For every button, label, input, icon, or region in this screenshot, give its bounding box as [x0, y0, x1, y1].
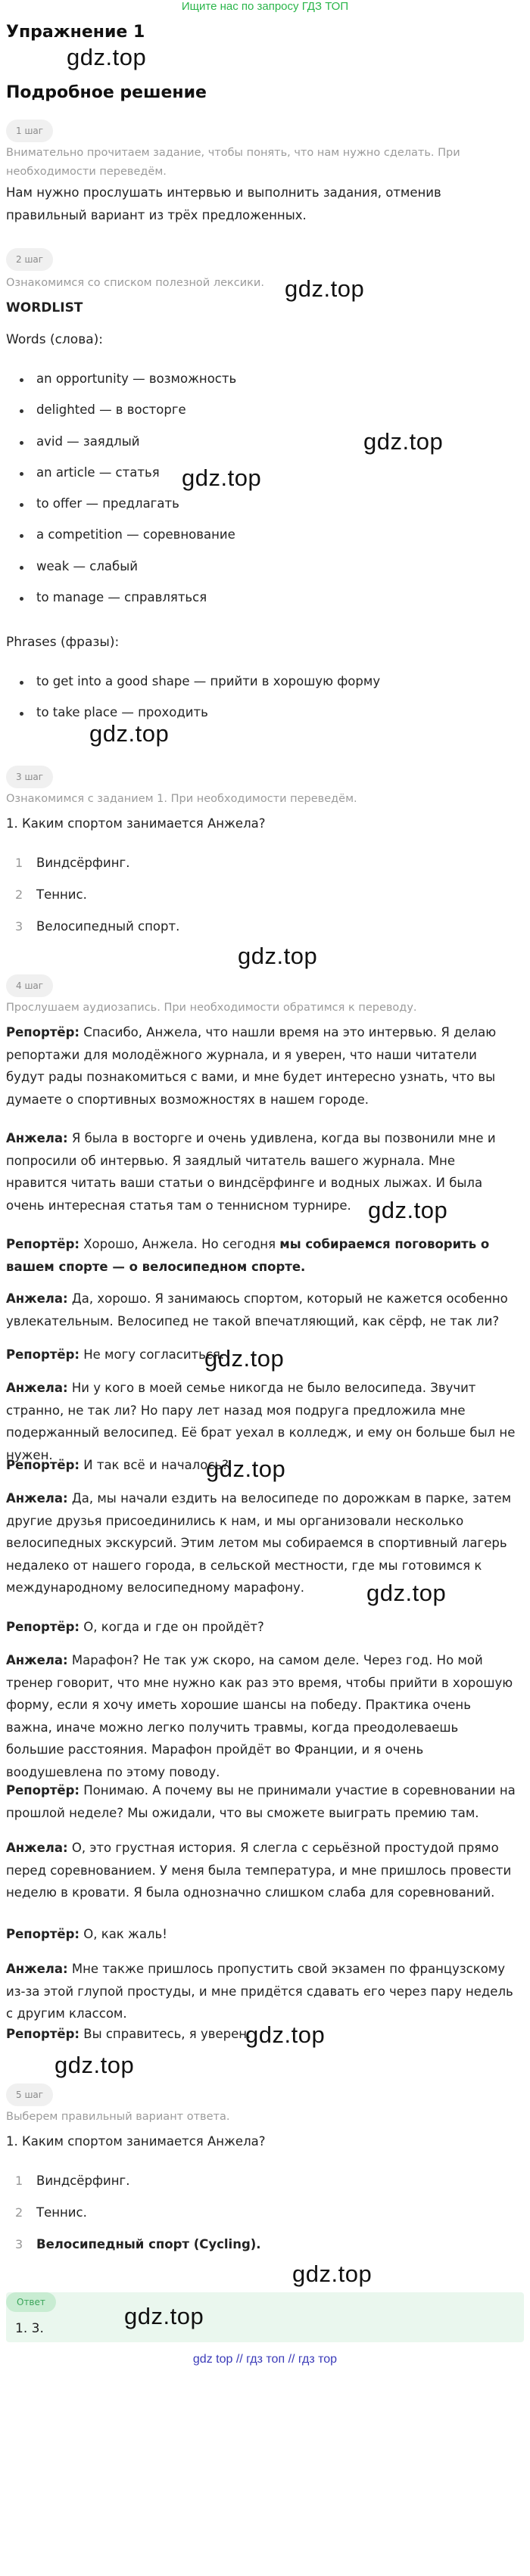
watermark: gdz.top	[206, 1456, 286, 1482]
dialogue-line	[6, 1649, 517, 1783]
watermark: gdz.top	[363, 428, 444, 455]
speech-text: Понимаю. А почему вы не принимали участие в соревновании на прошлой неделе? Мы ожидали, что вы сможете выиграть премию там.	[6, 1783, 516, 1820]
option-number: 1	[15, 2174, 23, 2188]
watermark: gdz.top	[204, 1345, 285, 1372]
speaker-label: Репортёр:	[6, 2027, 80, 2041]
speaker-label: Анжела:	[6, 1653, 68, 1667]
option-item: Теннис.	[36, 887, 87, 902]
watermark: gdz.top	[245, 2021, 326, 2048]
option-item: Теннис.	[36, 2205, 87, 2220]
step-badge-2: 2 шаг	[6, 248, 53, 271]
option-item-correct: Велосипедный спорт (Cycling).	[36, 2237, 261, 2251]
watermark: gdz.top	[368, 1197, 448, 1223]
list-bullet	[20, 597, 23, 601]
speech-text: Вы справитесь, я уверен.	[80, 2027, 251, 2041]
option-number: 3	[15, 919, 23, 934]
speaker-label: Репортёр:	[6, 1783, 80, 1798]
dialogue-line	[6, 1233, 517, 1278]
list-bullet	[20, 681, 23, 685]
list-bullet	[20, 712, 23, 716]
watermark: gdz.top	[55, 2052, 135, 2078]
list-item: to manage — справляться	[36, 590, 207, 604]
watermark: gdz.top	[89, 720, 170, 747]
option-item: Виндсёрфинг.	[36, 2174, 130, 2188]
speech-text: О, когда и где он пройдёт?	[80, 1620, 264, 1634]
list-bullet	[20, 503, 23, 507]
speaker-label: Анжела:	[6, 1291, 68, 1306]
speech-emphasis: мы собираемся поговорить о вашем спорте — о велосипедном спорте.	[6, 1237, 490, 1274]
phrases-title: Phrases (фразы):	[6, 635, 120, 650]
list-bullet	[20, 441, 23, 445]
exercise-title: Упражнение 1	[6, 23, 145, 42]
option-number: 2	[15, 2205, 23, 2220]
list-bullet	[20, 534, 23, 538]
list-item: avid — заядлый	[36, 434, 140, 449]
list-item: weak — слабый	[36, 559, 138, 573]
list-item: an article — статья	[36, 465, 160, 480]
watermark: gdz.top	[182, 465, 262, 491]
search-hint-link[interactable]: Ищите нас по запросу ГДЗ ТОП	[181, 0, 349, 13]
watermark: gdz.top	[366, 1580, 447, 1606]
step-text: Нам нужно прослушать интервью и выполнить задания, отменив правильный вариант из трёх предложенных.	[6, 185, 441, 222]
watermark: gdz.top	[238, 943, 318, 969]
speaker-label: Репортёр:	[6, 1347, 80, 1362]
speech-text: Хорошо, Анжела. Но сегодня	[80, 1237, 280, 1251]
speech-text: Марафон? Не так уж скоро, на самом деле. Через год. Но мой тренер говорит, что мне нужно как раз это время, чтобы прийти в хорошую форму, если я хочу иметь хорошие шансы на победу. Практика очень важна, иначе можно легко получить травмы, когда преодолеваешь большие расстояния. Марафон пройдёт во Франции, и я очень воодушевлена по этому поводу.	[6, 1653, 513, 1779]
speaker-label: Анжела:	[6, 1381, 68, 1395]
answer-text: 1. 3.	[15, 2321, 44, 2336]
dialogue-line	[6, 1377, 517, 1466]
footer-links[interactable]: gdz top // гдз топ // гдз тор	[192, 2353, 338, 2366]
speaker-label: Репортёр:	[6, 1458, 80, 1472]
step-badge-5: 5 шаг	[6, 2083, 53, 2106]
answer-badge: Ответ	[6, 2292, 56, 2312]
speech-text: Да, мы начали ездить на велосипеде по дорожкам в парке, затем другие друзья присоединились к нам, и мы организовали несколько велосипедных экскурсий. Этим летом мы собираемся в спортивный лагерь недалеко от нашего города, в сельской местности, где мы готовимся к международному велосипедному марафону.	[6, 1491, 512, 1595]
speech-text: Да, хорошо. Я занимаюсь спортом, который не кажется особенно увлекательным. Велосипед не такой впечатляющий, как сёрф, не так ли?	[6, 1291, 508, 1328]
step-note: Ознакомимся с заданием 1. При необходимости переведём.	[6, 793, 357, 805]
watermark: gdz.top	[67, 44, 147, 70]
step-note: Выберем правильный вариант ответа.	[6, 2111, 230, 2123]
watermark: gdz.top	[124, 2303, 204, 2329]
option-item: Виндсёрфинг.	[36, 856, 130, 870]
speech-text: О, это грустная история. Я слегла с серьёзной простудой прямо перед соревнованием. У меня была температура, и мне пришлось провести неделю в кровати. Я была однозначно слишком слаба для соревнований.	[6, 1841, 512, 1900]
dialogue-line	[6, 1923, 517, 1946]
question-text: 1. Каким спортом занимается Анжела?	[6, 816, 266, 831]
words-title: Words (слова):	[6, 332, 103, 347]
list-bullet	[20, 566, 23, 570]
list-item: delighted — в восторге	[36, 402, 186, 417]
solution-title: Подробное решение	[6, 83, 207, 102]
list-bullet	[20, 472, 23, 476]
dialogue-line	[6, 1779, 517, 1824]
dialogue-line	[6, 1454, 517, 1477]
wordlist-title: WORDLIST	[6, 300, 83, 315]
answer-box	[6, 2292, 524, 2342]
speech-text: Спасибо, Анжела, что нашли время на это интервью. Я делаю репортажи для молодёжного журнала, и я уверен, что наши читатели будут рады познакомиться с вами, и мне будет интересно узнать, что вы думаете о спортивных возможностях в нашем городе.	[6, 1025, 497, 1107]
speaker-label: Анжела:	[6, 1962, 68, 1976]
step-note: Прослушаем аудиозапись. При необходимости обратимся к переводу.	[6, 1002, 417, 1014]
option-number: 2	[15, 887, 23, 902]
speech-text: И так всё и началось?	[80, 1458, 229, 1472]
dialogue-line	[6, 1344, 517, 1366]
speaker-label: Анжела:	[6, 1131, 68, 1145]
step-badge-4: 4 шаг	[6, 974, 53, 997]
speaker-label: Анжела:	[6, 1491, 68, 1506]
step-badge-3: 3 шаг	[6, 766, 53, 788]
option-number: 1	[15, 856, 23, 870]
option-item: Велосипедный спорт.	[36, 919, 180, 934]
option-number: 3	[15, 2237, 23, 2251]
list-bullet	[20, 378, 23, 382]
speaker-label: Анжела:	[6, 1841, 68, 1855]
watermark: gdz.top	[292, 2261, 373, 2287]
step-badge-1: 1 шаг	[6, 120, 53, 142]
speech-text: Я была в восторге и очень удивлена, когда вы позвонили мне и попросили об интервью. Я заядлый читатель вашего журнала. Мне нравится читать ваши статьи о виндсёрфинге и водных лыжах. И была очень интересная статья там о теннисном турнире.	[6, 1131, 496, 1213]
speaker-label: Репортёр:	[6, 1927, 80, 1941]
dialogue-line	[6, 1288, 517, 1332]
list-item: to get into a good shape — прийти в хорошую форму	[36, 674, 381, 688]
dialogue-line	[6, 1837, 517, 1904]
list-item: to offer — предлагать	[36, 496, 179, 511]
list-item: to take place — проходить	[36, 705, 208, 719]
step-note: Внимательно прочитаем задание, чтобы понять, что нам нужно сделать. При необходимости переведём.	[6, 147, 460, 178]
speech-text: Не могу согласиться.	[80, 1347, 225, 1362]
list-item: a competition — соревнование	[36, 527, 235, 542]
step-note: Ознакомимся со списком полезной лексики.	[6, 277, 264, 289]
list-item: an opportunity — возможность	[36, 371, 237, 386]
speaker-label: Репортёр:	[6, 1025, 80, 1039]
dialogue-line	[6, 1958, 517, 2025]
watermark: gdz.top	[285, 275, 365, 302]
dialogue-line	[6, 1616, 517, 1639]
dialogue-line	[6, 1021, 517, 1111]
speech-text: Мне также пришлось пропустить свой экзамен по французскому из-за этой глупой простуды, и мне придётся сдавать его через пару недель с другим классом.	[6, 1962, 513, 2021]
dialogue-line	[6, 2023, 517, 2046]
list-bullet	[20, 409, 23, 413]
question-text: 1. Каким спортом занимается Анжела?	[6, 2134, 266, 2149]
speaker-label: Репортёр:	[6, 1620, 80, 1634]
speech-text: Ни у кого в моей семье никогда не было велосипеда. Звучит странно, не так ли? Но пару лет назад моя подруга предложила мне подержанный велосипед. Её брат уехал в колледж, и ему он больше был не нужен.	[6, 1381, 516, 1462]
speaker-label: Репортёр:	[6, 1237, 80, 1251]
speech-text: О, как жаль!	[80, 1927, 167, 1941]
